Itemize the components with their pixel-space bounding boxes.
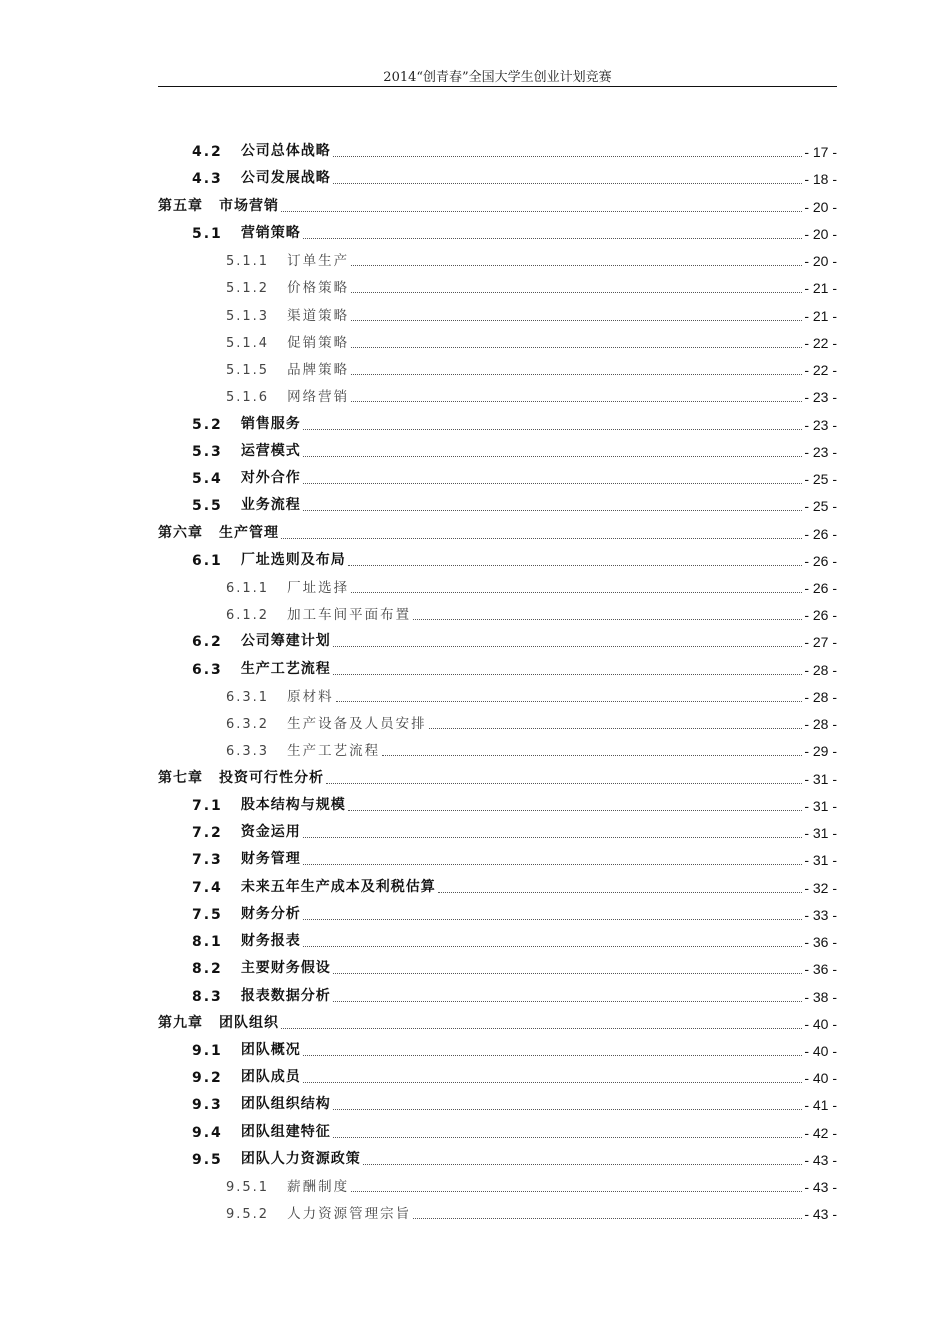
- toc-entry-page: - 20 -: [804, 198, 837, 215]
- toc-entry-title: 渠道策略: [287, 307, 350, 324]
- toc-entry-title: 营销策略: [240, 224, 301, 241]
- toc-entry[interactable]: [158, 487, 837, 514]
- toc-dot-leader: [303, 429, 803, 430]
- toc-entry[interactable]: [158, 923, 837, 950]
- toc-entry-page: - 26 -: [804, 607, 837, 624]
- toc-dot-leader: [351, 1191, 802, 1192]
- toc-dot-leader: [303, 456, 803, 457]
- toc-entry-page: - 40 -: [804, 1015, 837, 1032]
- toc-entry-page: - 40 -: [804, 1042, 837, 1059]
- toc-entry[interactable]: [158, 1005, 837, 1032]
- toc-entry-number: 第六章: [158, 524, 203, 541]
- toc-entry[interactable]: [158, 542, 837, 569]
- toc-entry-title: 原材料: [287, 688, 334, 705]
- toc-entry-number: 9.4: [192, 1124, 223, 1141]
- toc-entry-number: 6.3: [192, 661, 223, 678]
- toc-dot-leader: [333, 183, 803, 184]
- toc-entry-title: 厂址选择: [287, 579, 350, 596]
- toc-entry-page: - 31 -: [804, 797, 837, 814]
- toc-entry-title: 厂址选则及布局: [240, 551, 346, 568]
- toc-dot-leader: [351, 265, 802, 266]
- page-header: 2014“创青春”全国大学生创业计划竞赛: [383, 70, 612, 85]
- toc-entry-page: - 36 -: [804, 961, 837, 978]
- toc-entry[interactable]: [158, 977, 837, 1004]
- toc-entry-number: 5.1.5: [226, 363, 270, 379]
- toc-entry-page: - 28 -: [804, 716, 837, 733]
- toc-entry-page: - 20 -: [804, 225, 837, 242]
- toc-entry[interactable]: [158, 187, 837, 214]
- toc-entry-number: 5.4: [192, 471, 223, 488]
- toc-entry-title: 销售服务: [240, 415, 301, 432]
- toc-entry[interactable]: [158, 1059, 837, 1086]
- toc-dot-leader: [303, 837, 803, 838]
- toc-dot-leader: [281, 538, 802, 539]
- toc-entry-page: - 22 -: [804, 362, 837, 379]
- toc-dot-leader: [351, 320, 802, 321]
- toc-entry[interactable]: [158, 950, 837, 977]
- toc-entry-number: 6.1: [192, 552, 223, 569]
- toc-dot-leader: [333, 1001, 803, 1002]
- toc-entry-page: - 43 -: [804, 1179, 837, 1196]
- toc-entry-page: - 38 -: [804, 988, 837, 1005]
- toc-entry-title: 加工车间平面布置: [287, 607, 412, 624]
- toc-entry-number: 9.1: [192, 1042, 223, 1059]
- toc-entry-number: 8.3: [192, 988, 223, 1005]
- toc-entry-number: 6.3.1: [226, 689, 270, 705]
- toc-dot-leader: [413, 1218, 802, 1219]
- toc-dot-leader: [413, 619, 802, 620]
- toc-dot-leader: [303, 1082, 803, 1083]
- toc-dot-leader: [333, 973, 803, 974]
- toc-entry-title: 团队组织结构: [240, 1096, 331, 1113]
- toc-entry-page: - 43 -: [804, 1206, 837, 1223]
- toc-entry-page: - 33 -: [804, 906, 837, 923]
- toc-entry[interactable]: [158, 1195, 837, 1222]
- toc-dot-leader: [303, 919, 803, 920]
- toc-entry-number: 7.4: [192, 879, 223, 896]
- toc-dot-leader: [281, 211, 802, 212]
- toc-dot-leader: [326, 783, 802, 784]
- toc-dot-leader: [351, 374, 802, 375]
- toc-entry-number: 5.1.3: [226, 308, 270, 324]
- toc-dot-leader: [333, 674, 803, 675]
- toc-entry-title: 薪酬制度: [287, 1179, 350, 1196]
- toc-entry[interactable]: [158, 378, 837, 405]
- toc-entry-page: - 42 -: [804, 1124, 837, 1141]
- toc-entry-title: 团队概况: [240, 1041, 301, 1058]
- toc-entry-title: 公司总体战略: [240, 143, 331, 160]
- toc-entry-page: - 28 -: [804, 688, 837, 705]
- toc-entry-title: 品牌策略: [287, 362, 350, 379]
- toc-entry-title: 公司筹建计划: [240, 633, 331, 650]
- toc-entry-title: 人力资源管理宗旨: [287, 1206, 412, 1223]
- toc-entry[interactable]: [158, 569, 837, 596]
- toc-entry-title: 市场营销: [219, 197, 279, 214]
- toc-entry[interactable]: [158, 814, 837, 841]
- toc-entry-title: 公司发展战略: [240, 170, 331, 187]
- toc-entry-page: - 32 -: [804, 879, 837, 896]
- toc-entry[interactable]: [158, 868, 837, 895]
- toc-entry-number: 4.3: [192, 171, 223, 188]
- toc-dot-leader: [303, 1055, 803, 1056]
- toc-entry-number: 第七章: [158, 769, 203, 786]
- toc-entry-number: 5.1.1: [226, 254, 270, 270]
- toc-entry[interactable]: [158, 896, 837, 923]
- toc-dot-leader: [303, 238, 803, 239]
- toc-entry-title: 团队组织: [219, 1014, 279, 1031]
- toc-entry[interactable]: [158, 269, 837, 296]
- toc-dot-leader: [382, 755, 802, 756]
- toc-entry-title: 网络营销: [287, 389, 350, 406]
- toc-entry[interactable]: [158, 705, 837, 732]
- toc-entry-title: 团队组建特征: [240, 1123, 331, 1140]
- toc-entry-number: 5.1.6: [226, 390, 270, 406]
- toc-entry[interactable]: [158, 650, 837, 677]
- toc-entry-page: - 23 -: [804, 443, 837, 460]
- toc-entry-number: 7.2: [192, 825, 223, 842]
- toc-entry-number: 9.5: [192, 1151, 223, 1168]
- toc-entry-title: 未来五年生产成本及利税估算: [240, 878, 436, 895]
- toc-entry-number: 9.5.2: [226, 1207, 270, 1223]
- toc-entry-title: 生产工艺流程: [240, 660, 331, 677]
- toc-entry[interactable]: [158, 242, 837, 269]
- toc-entry-page: - 36 -: [804, 934, 837, 951]
- toc-entry[interactable]: [158, 514, 837, 541]
- toc-entry-number: 8.1: [192, 934, 223, 951]
- toc-entry-number: 5.1.4: [226, 335, 270, 351]
- toc-entry-number: 6.2: [192, 634, 223, 651]
- toc-dot-leader: [303, 483, 803, 484]
- toc-entry[interactable]: [158, 732, 837, 759]
- toc-entry-page: - 23 -: [804, 416, 837, 433]
- header-rule: [158, 86, 837, 87]
- toc-entry[interactable]: [158, 1032, 837, 1059]
- toc-dot-leader: [281, 1028, 802, 1029]
- toc-entry-page: - 22 -: [804, 334, 837, 351]
- toc-dot-leader: [348, 565, 803, 566]
- toc-entry[interactable]: [158, 351, 837, 378]
- toc-entry-title: 生产工艺流程: [287, 743, 381, 760]
- toc-entry-title: 股本结构与规模: [240, 796, 346, 813]
- toc-entry-number: 5.5: [192, 498, 223, 515]
- toc-entry-page: - 41 -: [804, 1097, 837, 1114]
- toc-entry-page: - 28 -: [804, 661, 837, 678]
- toc-entry-page: - 26 -: [804, 552, 837, 569]
- toc-entry-number: 9.5.1: [226, 1180, 270, 1196]
- toc-entry-title: 订单生产: [287, 253, 350, 270]
- toc-entry-number: 6.3.2: [226, 717, 270, 733]
- toc-entry[interactable]: [158, 596, 837, 623]
- toc-entry-title: 投资可行性分析: [219, 769, 324, 786]
- toc-entry-number: 7.1: [192, 797, 223, 814]
- toc-entry-page: - 40 -: [804, 1070, 837, 1087]
- toc-dot-leader: [351, 347, 802, 348]
- toc-dot-leader: [333, 156, 803, 157]
- toc-entry[interactable]: [158, 841, 837, 868]
- toc-entry-number: 8.2: [192, 961, 223, 978]
- toc-dot-leader: [348, 810, 803, 811]
- toc-dot-leader: [303, 864, 803, 865]
- toc-dot-leader: [351, 401, 802, 402]
- toc-entry-number: 4.2: [192, 144, 223, 161]
- toc-entry-title: 价格策略: [287, 280, 350, 297]
- toc-entry-number: 7.5: [192, 906, 223, 923]
- table-of-contents: [158, 133, 837, 1222]
- toc-entry-title: 报表数据分析: [240, 987, 331, 1004]
- toc-entry-title: 团队成员: [240, 1069, 301, 1086]
- toc-entry-number: 9.3: [192, 1097, 223, 1114]
- toc-dot-leader: [333, 646, 803, 647]
- toc-entry-page: - 18 -: [804, 171, 837, 188]
- toc-entry-number: 9.2: [192, 1070, 223, 1087]
- toc-entry[interactable]: [158, 1086, 837, 1113]
- toc-entry-page: - 21 -: [804, 307, 837, 324]
- toc-entry-page: - 31 -: [804, 770, 837, 787]
- toc-entry-page: - 17 -: [804, 144, 837, 161]
- toc-dot-leader: [438, 892, 803, 893]
- toc-entry-number: 6.3.3: [226, 744, 270, 760]
- toc-entry-page: - 43 -: [804, 1151, 837, 1168]
- toc-entry[interactable]: [158, 787, 837, 814]
- toc-entry-page: - 26 -: [804, 525, 837, 542]
- toc-dot-leader: [333, 1109, 803, 1110]
- toc-entry[interactable]: [158, 324, 837, 351]
- toc-entry-number: 7.3: [192, 852, 223, 869]
- toc-entry-title: 财务报表: [240, 933, 301, 950]
- toc-dot-leader: [351, 592, 802, 593]
- toc-entry-page: - 31 -: [804, 852, 837, 869]
- toc-entry-title: 生产管理: [219, 524, 279, 541]
- toc-entry[interactable]: [158, 1168, 837, 1195]
- toc-entry-title: 财务分析: [240, 905, 301, 922]
- toc-entry-title: 资金运用: [240, 824, 301, 841]
- toc-entry-title: 生产设备及人员安排: [287, 716, 427, 733]
- toc-dot-leader: [303, 510, 803, 511]
- toc-entry[interactable]: [158, 1141, 837, 1168]
- toc-entry-page: - 25 -: [804, 498, 837, 515]
- toc-dot-leader: [363, 1164, 803, 1165]
- toc-dot-leader: [333, 1137, 803, 1138]
- toc-entry[interactable]: [158, 759, 837, 786]
- toc-entry-number: 5.1: [192, 225, 223, 242]
- toc-entry-page: - 23 -: [804, 389, 837, 406]
- toc-entry-title: 团队人力资源政策: [240, 1150, 361, 1167]
- toc-entry[interactable]: [158, 623, 837, 650]
- toc-entry-page: - 29 -: [804, 743, 837, 760]
- toc-dot-leader: [303, 946, 803, 947]
- toc-entry-number: 5.2: [192, 416, 223, 433]
- toc-entry[interactable]: [158, 1113, 837, 1140]
- toc-entry[interactable]: [158, 215, 837, 242]
- toc-entry-page: - 27 -: [804, 634, 837, 651]
- toc-entry-number: 5.1.2: [226, 281, 270, 297]
- toc-dot-leader: [351, 292, 802, 293]
- toc-entry-title: 促销策略: [287, 334, 350, 351]
- toc-entry-page: - 31 -: [804, 825, 837, 842]
- toc-entry[interactable]: [158, 433, 837, 460]
- toc-dot-leader: [429, 728, 803, 729]
- toc-entry-number: 6.1.2: [226, 608, 270, 624]
- toc-entry-number: 5.3: [192, 443, 223, 460]
- toc-entry-page: - 25 -: [804, 471, 837, 488]
- toc-entry-title: 对外合作: [240, 470, 301, 487]
- toc-entry[interactable]: [158, 160, 837, 187]
- toc-entry-title: 主要财务假设: [240, 960, 331, 977]
- toc-entry[interactable]: [158, 405, 837, 432]
- toc-entry-number: 6.1.1: [226, 580, 270, 596]
- toc-entry-title: 运营模式: [240, 442, 301, 459]
- toc-entry-title: 业务流程: [240, 497, 301, 514]
- toc-entry[interactable]: [158, 460, 837, 487]
- toc-dot-leader: [336, 701, 803, 702]
- toc-entry[interactable]: [158, 296, 837, 323]
- toc-entry-number: 第九章: [158, 1014, 203, 1031]
- toc-entry[interactable]: [158, 133, 837, 160]
- toc-entry-page: - 21 -: [804, 280, 837, 297]
- toc-entry-number: 第五章: [158, 197, 203, 214]
- toc-entry[interactable]: [158, 678, 837, 705]
- toc-entry-title: 财务管理: [240, 851, 301, 868]
- toc-entry-page: - 20 -: [804, 253, 837, 270]
- toc-entry-page: - 26 -: [804, 579, 837, 596]
